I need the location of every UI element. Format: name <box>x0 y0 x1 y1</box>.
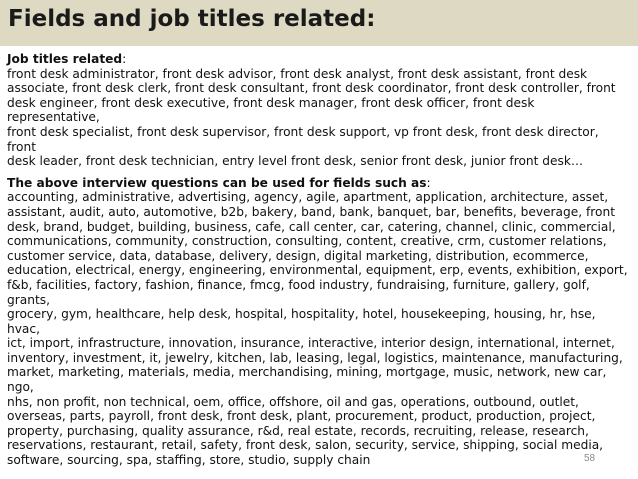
fields-label: The above interview questions can be used for fields such as <box>7 175 427 190</box>
fields-line: ict, import, infrastructure, innovation, insurance, interactive, interior design, international, internet, <box>7 336 615 351</box>
job-titles-label: Job titles related <box>7 52 123 66</box>
job-titles-line: front desk administrator, front desk advisor, front desk analyst, front desk assistant, front desk <box>7 66 588 81</box>
fields-text <box>7 190 631 467</box>
slide-title: Fields and job titles related: <box>8 6 376 32</box>
fields-line: f&b, facilities, factory, fashion, finance, fmcg, food industry, fundraising, furniture, gallery, golf, grants, <box>7 277 590 307</box>
fields-line: software, sourcing, spa, staffing, store, studio, supply chain <box>7 453 371 468</box>
fields-line: market, marketing, materials, media, merchandising, mining, mortgage, music, network, new car, ngo, <box>7 365 607 395</box>
fields-line: education, electrical, energy, engineering, environmental, equipment, erp, events, exhibition, export, <box>7 263 628 278</box>
fields-line: property, purchasing, quality assurance, r&d, real estate, records, recruiting, release, research, <box>7 423 589 438</box>
job-titles-line: associate, front desk clerk, front desk consultant, front desk coordinator, front desk controller, front <box>7 81 616 96</box>
fields-line: reservations, restaurant, retail, safety, front desk, salon, security, service, shipping, social media, <box>7 438 604 453</box>
job-titles-line: front desk specialist, front desk supervisor, front desk support, vp front desk, front desk director, front <box>7 124 599 154</box>
fields-line: accounting, administrative, advertising, agency, agile, apartment, application, architecture, asset, <box>7 190 609 205</box>
job-titles-line: desk engineer, front desk executive, front desk manager, front desk officer, front desk representative, <box>7 95 535 125</box>
fields-colon: : <box>426 175 431 190</box>
section-spacer <box>7 169 631 176</box>
fields-heading <box>7 176 631 191</box>
fields-line: communications, community, construction, consulting, content, creative, crm, customer relations, <box>7 234 607 249</box>
slide-header <box>0 0 638 46</box>
fields-line: inventory, investment, it, jewelry, kitchen, lab, leasing, legal, logistics, maintenance, manufacturing, <box>7 350 623 365</box>
fields-line: desk, brand, budget, building, business, cafe, call center, car, catering, channel, clinic, commercial, <box>7 219 616 234</box>
fields-line: overseas, parts, payroll, front desk, front desk, plant, procurement, product, production, project, <box>7 409 596 424</box>
job-titles-heading <box>7 52 631 67</box>
fields-line: grocery, gym, healthcare, help desk, hospital, hospitality, hotel, housekeeping, housing, hr, hse, hvac, <box>7 307 596 336</box>
job-titles-colon: : <box>122 52 127 66</box>
job-titles-text <box>7 67 631 169</box>
page-number: 58 <box>584 453 596 464</box>
fields-line: customer service, data, database, delivery, design, digital marketing, distribution, ecommerce, <box>7 248 589 263</box>
job-titles-line: desk leader, front desk technician, entry level front desk, senior front desk, junior front desk… <box>7 154 584 169</box>
slide-body <box>7 52 631 468</box>
fields-line: nhs, non profit, non technical, oem, office, offshore, oil and gas, operations, outbound, outlet, <box>7 394 579 409</box>
fields-line: assistant, audit, auto, automotive, b2b, bakery, band, bank, banquet, bar, benefits, beverage, front <box>7 204 616 219</box>
